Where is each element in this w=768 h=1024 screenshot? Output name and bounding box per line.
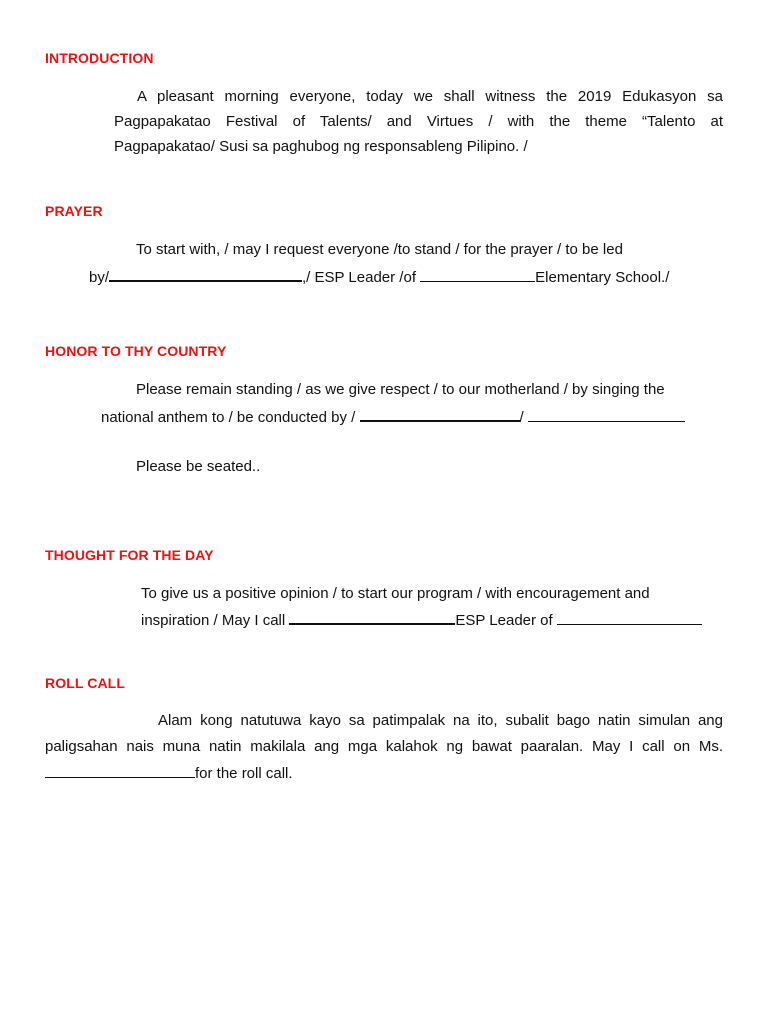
rollcall-line-2: paligsahan nais muna natin makilala ang mga kalahok ng bawat paaralan. May I call on Ms. bbox=[45, 738, 723, 755]
honor-heading: HONOR TO THY COUNTRY bbox=[45, 343, 227, 359]
honor-line-1: Please remain standing / as we give respect / to our motherland / by singing the bbox=[136, 381, 665, 398]
honor-conductor-blank-1 bbox=[360, 406, 520, 422]
honor-seated-text: Please be seated.. bbox=[136, 458, 261, 475]
thought-line-2 bbox=[141, 609, 702, 631]
prayer-line-1: To start with, / may I request everyone /to stand / for the prayer / to be led bbox=[136, 241, 623, 258]
thought-call-text: inspiration / May I call bbox=[141, 612, 290, 629]
introduction-line-2: Pagpapakatao Festival of Talents/ and Virtues / with the theme “Talento at bbox=[114, 113, 723, 130]
prayer-leader-blank bbox=[109, 266, 302, 282]
prayer-heading: PRAYER bbox=[45, 203, 103, 219]
introduction-heading: INTRODUCTION bbox=[45, 50, 154, 66]
honor-anthem-text: national anthem to / be conducted by / bbox=[101, 409, 360, 426]
honor-conductor-blank-2 bbox=[528, 407, 685, 422]
prayer-esp-text: ,/ ESP Leader /of bbox=[302, 269, 421, 286]
prayer-line-2 bbox=[89, 266, 669, 288]
thought-esp-text: ESP Leader of bbox=[455, 612, 557, 629]
introduction-line-1: A pleasant morning everyone, today we shall witness the 2019 Edukasyon sa bbox=[137, 88, 723, 105]
prayer-by-text: by/ bbox=[89, 269, 110, 286]
thought-school-blank bbox=[557, 610, 702, 625]
rollcall-name-blank bbox=[45, 763, 195, 778]
thought-leader-blank bbox=[289, 609, 455, 625]
rollcall-heading: ROLL CALL bbox=[45, 675, 125, 691]
introduction-line-3: Pagpapakatao/ Susi sa paghubog ng responsableng Pilipino. / bbox=[114, 138, 528, 155]
rollcall-end-text: for the roll call. bbox=[195, 765, 293, 782]
prayer-school-blank bbox=[420, 267, 535, 282]
rollcall-line-3 bbox=[45, 763, 293, 784]
thought-heading: THOUGHT FOR THE DAY bbox=[45, 547, 214, 563]
honor-line-2 bbox=[101, 406, 685, 428]
prayer-school-text: Elementary School./ bbox=[535, 269, 670, 286]
thought-line-1: To give us a positive opinion / to start our program / with encouragement and bbox=[141, 585, 650, 602]
rollcall-line-1: Alam kong natutuwa kayo sa patimpalak na ito, subalit bago natin simulan ang bbox=[158, 712, 723, 729]
honor-separator-text: / bbox=[519, 409, 528, 426]
